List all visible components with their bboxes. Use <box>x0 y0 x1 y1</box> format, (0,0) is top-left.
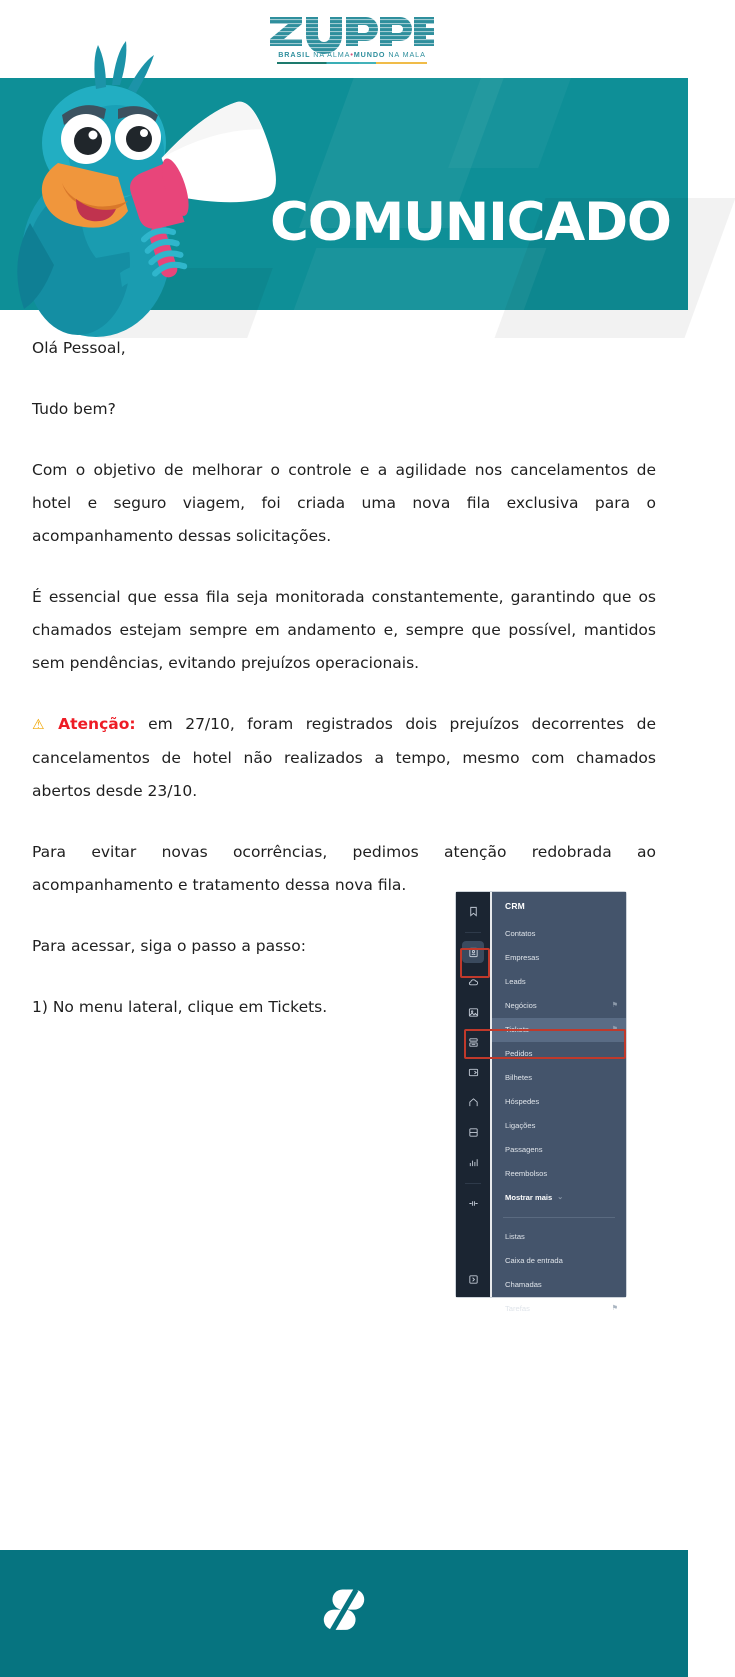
crm-menu-item[interactable] <box>492 994 626 1018</box>
crm-menu-item[interactable] <box>492 1066 626 1090</box>
crm-item-label: Passagens <box>505 1145 543 1154</box>
paragraph-avoid: Para evitar novas ocorrências, pedimos atenção redobrada ao acompanhamento e tratamento dessa nova fila. <box>32 843 656 894</box>
crm-secondary-list <box>492 1225 626 1321</box>
show-more-label: Mostrar mais <box>505 1193 553 1202</box>
crm-item-label: Ligações <box>505 1121 536 1130</box>
question-text: Tudo bem? <box>32 400 116 418</box>
crm-menu-item[interactable] <box>492 1114 626 1138</box>
plug-icon[interactable] <box>462 1192 484 1214</box>
crm-item-label: Negócios <box>505 1001 537 1010</box>
tag-icon[interactable] <box>462 1061 484 1083</box>
zupper-z-logo-icon <box>322 1588 366 1640</box>
chevron-down-icon: ⌄ <box>557 1194 564 1201</box>
crm-item-label: Tickets <box>505 1025 529 1034</box>
crm-panel-title: CRM <box>505 901 525 911</box>
paragraph-essential: É essencial que essa fila seja monitorada constantemente, garantindo que os chamados estejam sempre em andamento e, sempre que possível, mantidos sem pendências, evitando prejuízos operacionais. <box>32 588 656 672</box>
contacts-icon[interactable] <box>462 941 484 963</box>
crm-item-label: Empresas <box>505 953 540 962</box>
hero-title: COMUNICADO <box>270 192 671 253</box>
crm-item-label: Pedidos <box>505 1049 533 1058</box>
crm-item-label: Reembolsos <box>505 1169 548 1178</box>
show-more-button[interactable] <box>492 1186 626 1210</box>
tagline-brasil: BRASIL <box>278 49 311 59</box>
hero-decor-shape <box>284 248 547 338</box>
greeting-text: Olá Pessoal, <box>32 339 126 357</box>
crm-menu-item[interactable] <box>492 1138 626 1162</box>
attention-detail: em 27/10, foram registrados dois prejuízos decorrentes de cancelamentos de hotel não realizados a tempo, mesmo com chamados abertos desde 23/10. <box>32 715 656 800</box>
crm-menu-item[interactable] <box>492 1042 626 1066</box>
crm-item-label: Caixa de entrada <box>505 1256 563 1265</box>
crm-item-list <box>492 922 626 1210</box>
rail-divider <box>465 1183 481 1184</box>
crm-divider <box>503 1217 615 1218</box>
cloud-icon[interactable] <box>462 971 484 993</box>
tagline-mundo: MUNDO <box>353 49 386 59</box>
crm-menu-item[interactable] <box>492 1297 626 1321</box>
paragraph-intro: Com o objetivo de melhorar o controle e a agilidade nos cancelamentos de hotel e seguro viagem, foi criada uma nova fila exclusiva para o acompanhamento dessas solicitações. <box>32 461 656 545</box>
crm-item-label: Chamadas <box>505 1280 542 1289</box>
crm-item-label: Bilhetes <box>505 1073 533 1082</box>
tagline-na-mala: NA MALA <box>388 49 426 59</box>
paragraph-warning <box>32 708 656 808</box>
bookmark-icon[interactable] <box>462 900 484 922</box>
tagline-separator: • <box>350 49 354 59</box>
crm-item-label: Contatos <box>505 929 536 938</box>
zupper-bird-mascot <box>0 23 300 323</box>
pin-icon[interactable]: ⚑ <box>611 1002 618 1009</box>
crm-menu-item[interactable] <box>492 922 626 946</box>
crm-menu-item[interactable] <box>492 970 626 994</box>
crm-menu-item[interactable] <box>492 946 626 970</box>
chart-icon[interactable] <box>462 1151 484 1173</box>
crm-menu-screenshot <box>456 892 626 1313</box>
crm-item-label: Leads <box>505 977 526 986</box>
pin-icon[interactable]: ⚑ <box>611 1305 618 1312</box>
hero-banner <box>0 78 688 310</box>
crm-menu-item[interactable] <box>492 1090 626 1114</box>
pin-icon[interactable]: ⚑ <box>611 1026 618 1033</box>
crm-item-label: Hóspedes <box>505 1097 540 1106</box>
crm-item-label: Listas <box>505 1232 525 1241</box>
step-one: 1) No menu lateral, clique em Tickets. <box>32 998 328 1016</box>
crm-icon-rail[interactable] <box>456 892 490 1297</box>
steps-intro: Para acessar, siga o passo a passo: <box>32 937 306 955</box>
tagline-na-alma: NA ALMA <box>313 49 351 59</box>
crm-menu-item[interactable] <box>492 1162 626 1186</box>
crm-menu-item[interactable] <box>492 1249 626 1273</box>
crm-menu-item[interactable] <box>492 1225 626 1249</box>
rail-divider <box>465 932 481 933</box>
attention-label: Atenção: <box>58 715 136 733</box>
crm-menu-item[interactable] <box>492 1273 626 1297</box>
step-section <box>32 901 656 1313</box>
image-icon[interactable] <box>462 1001 484 1023</box>
server-icon[interactable] <box>462 1121 484 1143</box>
email-body <box>0 310 688 1313</box>
warning-triangle-icon: ⚠ <box>32 717 53 733</box>
collapse-panel-icon[interactable] <box>462 1268 484 1290</box>
database-icon[interactable] <box>462 1031 484 1053</box>
home-icon[interactable] <box>462 1091 484 1113</box>
crm-item-label: Tarefas <box>505 1304 530 1313</box>
footer <box>0 1550 688 1677</box>
crm-menu-panel <box>490 892 626 1313</box>
crm-menu-item-tickets[interactable] <box>492 1018 626 1042</box>
